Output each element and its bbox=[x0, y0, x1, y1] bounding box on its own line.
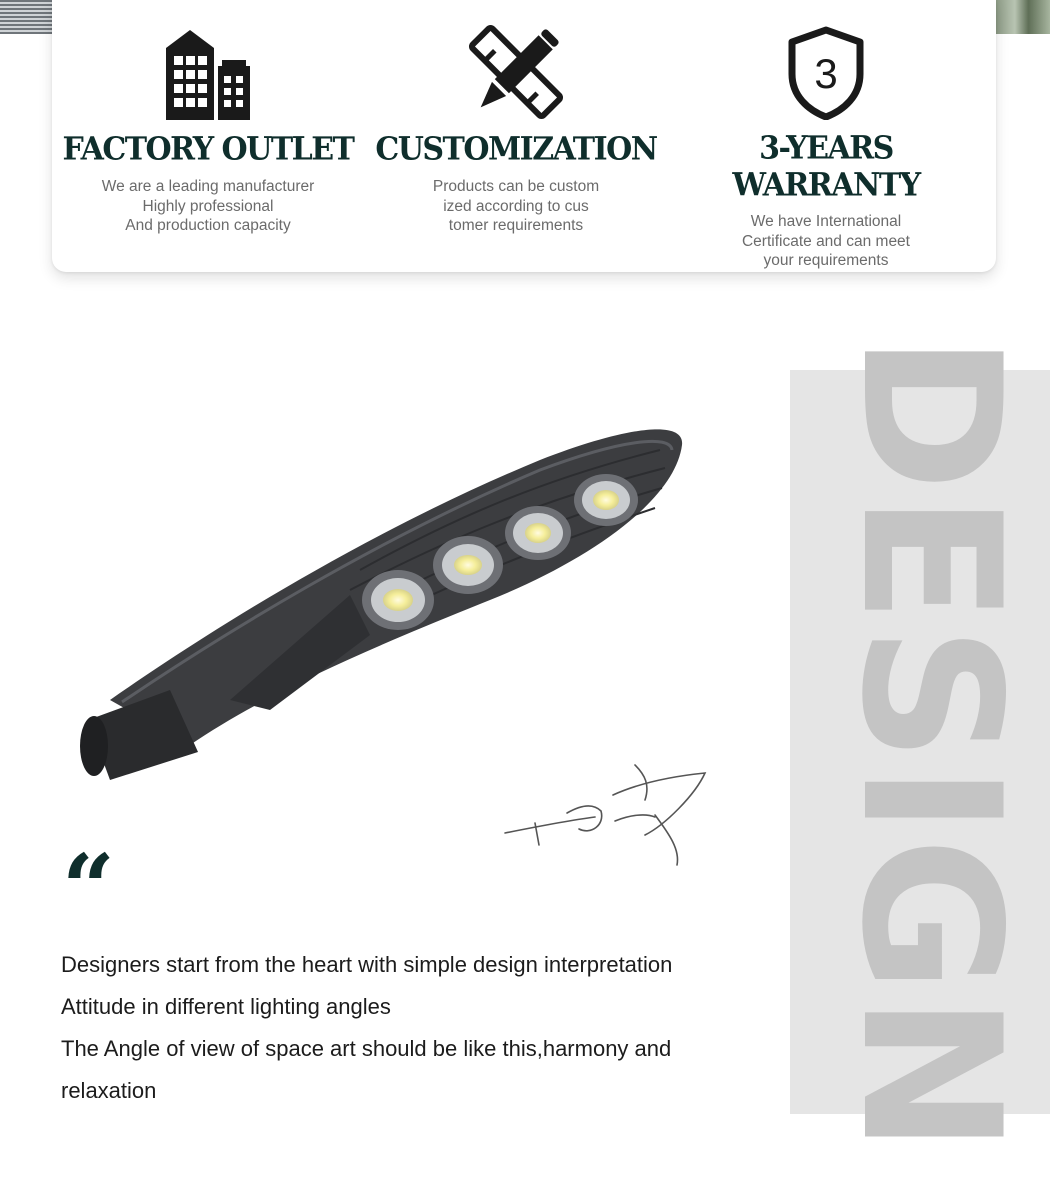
feature-title: FACTORY OUTLET bbox=[62, 131, 354, 168]
shield-3-icon bbox=[786, 26, 866, 120]
building-icon bbox=[162, 26, 254, 120]
feature-title: CUSTOMIZATION bbox=[375, 131, 657, 168]
feature-factory-outlet bbox=[58, 18, 358, 236]
pencil-ruler-icon bbox=[466, 24, 566, 120]
feature-description: We are a leading manufacturer Highly professional And production capacity bbox=[101, 178, 315, 234]
street-light-image bbox=[70, 400, 710, 800]
right-edge-photo bbox=[996, 0, 1050, 34]
features-card bbox=[52, 0, 996, 272]
feature-warranty bbox=[676, 18, 976, 271]
feature-description: Products can be custom ized according to cus tomer requirements bbox=[432, 178, 600, 234]
design-vertical-word: DESIGN bbox=[820, 333, 1042, 1157]
design-description: Designers start from the heart with simple design interpretation Attitude in different lighting angles The Angle of view of space art should be like this,harmony and relaxation bbox=[61, 952, 673, 1103]
shield-number: 3 bbox=[814, 50, 838, 97]
left-edge-photo bbox=[0, 0, 52, 34]
feature-description: We have International Certificate and can meet your requirements bbox=[741, 213, 910, 269]
quote-mark: “ bbox=[62, 834, 115, 942]
feature-customization bbox=[366, 18, 666, 236]
feature-title: 3-YEARS WARRANTY bbox=[732, 130, 920, 204]
signature bbox=[495, 755, 720, 870]
